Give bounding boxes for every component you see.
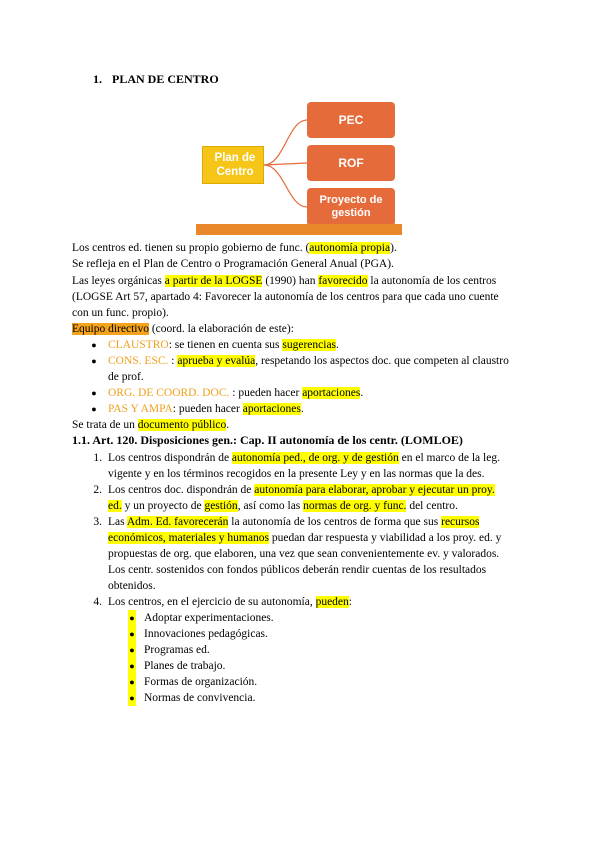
center-label-2: Centro: [216, 166, 254, 178]
highlight: Adm. Ed. favorecerán: [126, 516, 229, 528]
sub-item: Adoptar experimentaciones.: [144, 612, 274, 624]
highlight: favorecido: [318, 275, 368, 287]
intro-line-3: [72, 273, 496, 289]
text: : se tienen en cuenta sus: [168, 339, 283, 351]
bullet-dot: ●: [91, 404, 97, 414]
intro-line-4: (LOGSE Art 57, apartado 4: Favorecer la autonomía de los centros para que cada uno cuente: [72, 291, 499, 303]
bullet-pas-ampa: [108, 401, 548, 417]
text: Los centros ed. tienen su propio gobierno de func. (: [72, 242, 310, 254]
sub-item: Formas de organización.: [144, 676, 258, 688]
text: .: [300, 403, 304, 415]
item-4-line-1: [108, 594, 538, 610]
highlight-orange: Equipo directivo: [72, 323, 149, 335]
highlight: a partir de la LOGSE: [164, 275, 263, 287]
intro-line-6: [72, 321, 294, 337]
highlight: aportaciones: [242, 403, 301, 415]
text: en el marco de la leg.: [398, 452, 500, 464]
highlight: ed.: [108, 500, 122, 512]
diagram-box-proyecto: [307, 188, 395, 226]
text: del centro.: [406, 500, 458, 512]
intro-line-2: Se refleja en el Plan de Centro o Programación General Anual (PGA).: [72, 258, 394, 270]
text: (coord. la elaboración de este):: [148, 323, 294, 335]
text: .: [360, 387, 364, 399]
sub-item: Planes de trabajo.: [144, 660, 226, 672]
text: :: [348, 596, 352, 608]
center-label-1: Plan de: [214, 152, 256, 164]
sub-bullet: ●: [128, 610, 136, 626]
item-1-line-1: [108, 450, 538, 466]
bullet-cons-esc: [108, 353, 548, 369]
box3-line1: Proyecto de: [319, 194, 383, 206]
box3-line2: gestión: [331, 207, 371, 219]
text: (1990) han: [262, 275, 319, 287]
bullet-label: CONS. ESC.: [108, 355, 169, 367]
highlight: sugerencias: [282, 339, 337, 351]
sub-bullet: ●: [128, 658, 136, 674]
sub-bullet: ●: [128, 642, 136, 658]
text: Las leyes orgánicas: [72, 275, 165, 287]
text: : pueden hacer: [229, 387, 303, 399]
text: Los centros dispondrán de: [108, 452, 232, 464]
highlight: recursos: [441, 516, 480, 528]
item-number: 3.: [93, 516, 102, 528]
bullet-dot: ●: [91, 356, 97, 366]
bullet-label: ORG. DE COORD. DOC.: [108, 387, 230, 399]
highlight: documento público: [137, 419, 227, 431]
item-3-line-2: [108, 530, 538, 546]
sub-item: Normas de convivencia.: [144, 692, 256, 704]
subheading: 1.1. Art. 120. Disposiciones gen.: Cap. II autonomía de los centr. (LOMLOE): [72, 433, 463, 447]
diagram-base-bar: [196, 224, 402, 235]
text: ).: [390, 242, 397, 254]
text: , así como las: [237, 500, 304, 512]
text: .: [226, 419, 230, 431]
doc-public-line: [72, 417, 229, 433]
item-number: 1.: [93, 452, 102, 464]
item-3-line-4: Los centr. sostenidos con fondos públicos deberán rendir cuentas de los resultados: [108, 564, 487, 576]
item-1-line-2: vigente y en los términos recogidos en la presente Ley y en las normas que la des.: [108, 468, 485, 480]
highlight: gestión: [204, 500, 238, 512]
text: la autonomía de los centros: [367, 275, 497, 287]
text: puedan dar respuesta y viabilidad a los proy. ed. y: [268, 532, 502, 544]
text: .: [336, 339, 339, 351]
sub-item: Innovaciones pedagógicas.: [144, 628, 268, 640]
sub-bullet: ●: [128, 626, 136, 642]
item-3-line-3: propuestas de org. que elaboren, una vez que sean convenientemente ev. y valorados.: [108, 548, 500, 560]
text: Los centros doc. dispondrán de: [108, 484, 255, 496]
intro-line-1: [72, 240, 397, 256]
highlight: normas de org. y func.: [303, 500, 407, 512]
intro-line-5: con un func. propio).: [72, 307, 169, 319]
item-number: 2.: [93, 484, 102, 496]
highlight: autonomía para elaborar, aprobar y ejecutar un proy.: [254, 484, 495, 496]
highlight: autonomía ped., de org. y de gestión: [231, 452, 399, 464]
diagram-center-box: [202, 146, 264, 184]
plan-de-centro-diagram: [196, 93, 402, 235]
bullet-label: PAS Y AMPA: [108, 403, 173, 415]
sub-bullet: ●: [128, 690, 136, 706]
diagram-box-pec: PEC: [307, 102, 395, 138]
text: , respetando los aspectos doc. que competen al claustro: [255, 355, 509, 367]
heading-number: 1.: [93, 72, 102, 86]
item-3-line-1: [108, 514, 538, 530]
bullet-dot: ●: [91, 340, 97, 350]
item-number: 4.: [93, 596, 102, 608]
bullet-claustro: [108, 337, 548, 353]
text: la autonomía de los centros de forma que sus: [228, 516, 442, 528]
heading-text: PLAN DE CENTRO: [112, 72, 219, 86]
text: Se trata de un: [72, 419, 138, 431]
text: Los centros, en el ejercicio de su autonomía,: [108, 596, 316, 608]
bullet-cons-esc-cont: de prof.: [108, 371, 144, 383]
diagram-box-rof: ROF: [307, 145, 395, 181]
page-title: [93, 72, 219, 87]
text: y un proyecto de: [121, 500, 205, 512]
highlight: autonomía propia: [309, 242, 391, 254]
highlight: pueden: [315, 596, 349, 608]
item-3-line-5: obtenidos.: [108, 580, 156, 592]
bullet-org-coord: [108, 385, 548, 401]
highlight: aprueba y evalúa: [177, 355, 256, 367]
bullet-label: CLAUSTRO: [108, 339, 169, 351]
sub-item: Programas ed.: [144, 644, 210, 656]
sub-bullet: ●: [128, 674, 136, 690]
highlight: económicos, materiales y humanos: [108, 532, 269, 544]
text: : pueden hacer: [172, 403, 243, 415]
item-2-line-1: [108, 482, 538, 498]
highlight: aportaciones: [302, 387, 361, 399]
text: :: [168, 355, 178, 367]
text: Las: [108, 516, 127, 528]
bullet-dot: ●: [91, 388, 97, 398]
item-2-line-2: [108, 498, 538, 514]
